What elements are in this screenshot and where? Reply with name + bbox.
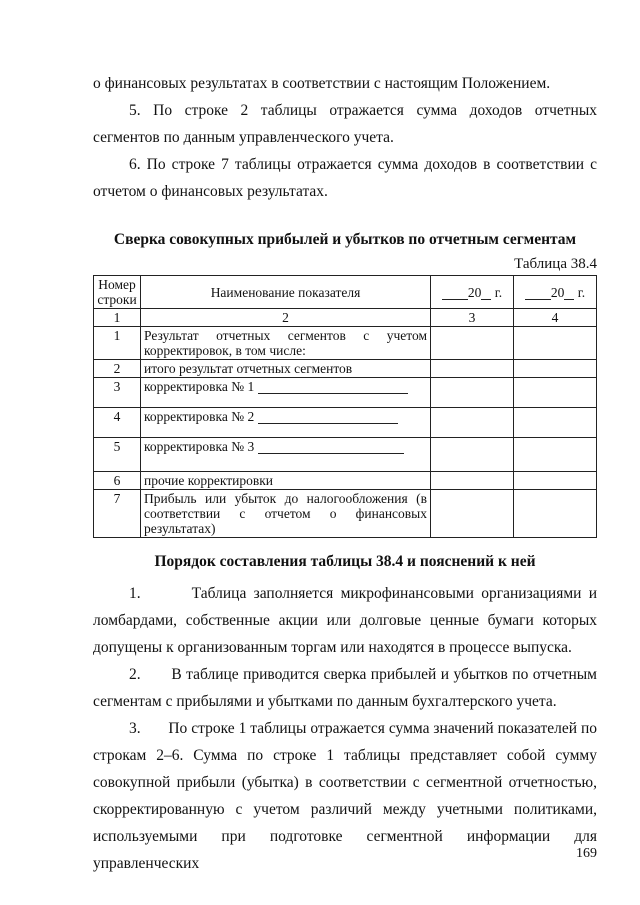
row-indicator: Прибыль или убыток до налогообложения (в соответствии с отчетом о финансовых результатах): [141, 490, 431, 538]
value-cell: [431, 408, 514, 438]
col-number: 3: [431, 309, 514, 327]
table-row: [94, 490, 597, 538]
procedure-item-2: 2. В таблице приводится сверка прибылей и убытков по отчетным сегментам с прибылями и убытками по данным бухгалтерского учета.: [93, 666, 597, 710]
table-heading: Сверка совокупных прибылей и убытков по отчетным сегментам: [113, 231, 577, 248]
value-cell: [431, 490, 514, 538]
value-cell: [514, 472, 597, 490]
value-cell: [431, 360, 514, 378]
page-number: 169: [576, 846, 597, 861]
row-indicator: корректировка № 2: [141, 408, 431, 438]
row-number: 3: [94, 378, 141, 408]
table-row: [94, 438, 597, 472]
table-number: Таблица 38.4: [514, 256, 597, 272]
value-cell: [514, 360, 597, 378]
table-row: [94, 472, 597, 490]
row-number: 1: [94, 327, 141, 360]
paragraph-item-5: 5. По строке 2 таблицы отражается сумма доходов отчетных сегментов по данным управленческого учета.: [93, 102, 597, 146]
row-number: 7: [94, 490, 141, 538]
col-number: 2: [141, 309, 431, 327]
header-year-2: 20 г.: [514, 276, 597, 309]
header-indicator: Наименование показателя: [141, 276, 431, 309]
value-cell: [431, 378, 514, 408]
row-indicator: прочие корректировки: [141, 472, 431, 490]
value-cell: [514, 408, 597, 438]
col-number: 4: [514, 309, 597, 327]
value-cell: [431, 438, 514, 472]
row-indicator: корректировка № 1: [141, 378, 431, 408]
procedure-heading: Порядок составления таблицы 38.4 и пояснений к ней: [154, 553, 536, 570]
col-number: 1: [94, 309, 141, 327]
column-number-row: [94, 309, 597, 327]
value-cell: [431, 327, 514, 360]
table-row: [94, 327, 597, 360]
value-cell: [514, 327, 597, 360]
row-number: 2: [94, 360, 141, 378]
row-indicator: Результат отчетных сегментов с учетом корректировок, в том числе:: [141, 327, 431, 360]
procedure-item-1: 1. Таблица заполняется микрофинансовыми организациями и ломбардами, собственные акции или долговые ценные бумаги которых допущены к организованным торгам или находятся в процессе выпуска.: [93, 585, 598, 656]
row-number: 6: [94, 472, 141, 490]
header-year-1: 20 г.: [431, 276, 514, 309]
row-indicator: итого результат отчетных сегментов: [141, 360, 431, 378]
row-number: 5: [94, 438, 141, 472]
value-cell: [431, 472, 514, 490]
procedure-item-3: 3. По строке 1 таблицы отражается сумма значений показателей по строкам 2–6. Сумма по строке 1 таблицы представляет собой сумму совокупной прибыли (убытка) в соответствии с сегментной отчетностью, скорректированную с учетом различий между учетными политиками, используемыми при подготовке сегментной информации для управленческих: [93, 720, 598, 872]
value-cell: [514, 378, 597, 408]
row-indicator: корректировка № 3: [141, 438, 431, 472]
paragraph-item-6: 6. По строке 7 таблицы отражается сумма доходов в соответствии с отчетом о финансовых результатах.: [93, 156, 597, 200]
table-row: [94, 408, 597, 438]
value-cell: [514, 490, 597, 538]
table-row: [94, 378, 597, 408]
row-number: 4: [94, 408, 141, 438]
reconciliation-table: [93, 275, 597, 538]
header-row-no: Номер строки: [94, 276, 141, 309]
value-cell: [514, 438, 597, 472]
paragraph-continuation: о финансовых результатах в соответствии с настоящим Положением.: [93, 75, 551, 92]
table-row: [94, 360, 597, 378]
table-header-row: [94, 276, 597, 309]
